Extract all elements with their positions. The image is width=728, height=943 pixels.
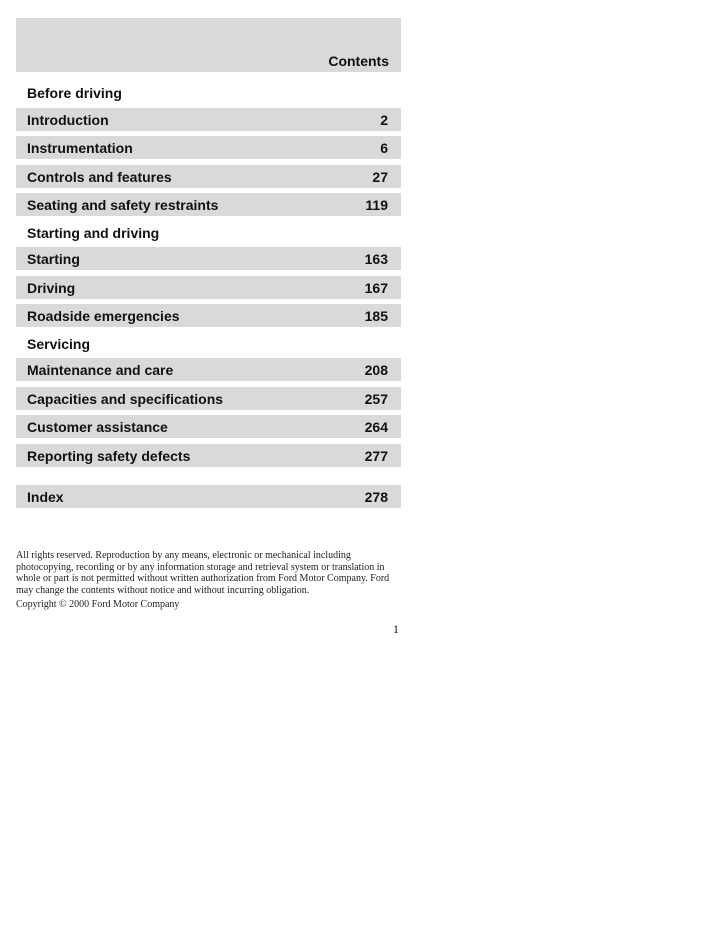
toc-entry-page: 208 — [364, 362, 388, 378]
toc-entry-driving[interactable] — [16, 276, 401, 299]
toc-entry-page: 119 — [365, 197, 388, 213]
toc-entry-seating-and-safety-restraints[interactable] — [16, 193, 401, 216]
toc-entry-index[interactable] — [16, 485, 401, 508]
toc-entry-label: Starting — [27, 251, 80, 267]
toc-entry-label: Capacities and specifications — [27, 391, 224, 407]
copyright-notice: Copyright © 2000 Ford Motor Company — [16, 599, 180, 610]
toc-entry-capacities-and-specifications[interactable] — [16, 387, 401, 410]
toc-entry-page: 264 — [364, 419, 388, 435]
toc-entry-label: Controls and features — [27, 169, 172, 185]
toc-entry-controls-and-features[interactable] — [16, 165, 401, 188]
toc-entry-roadside-emergencies[interactable] — [16, 304, 401, 327]
toc-entry-page: 2 — [380, 112, 388, 128]
toc-entry-page: 167 — [364, 280, 388, 296]
toc-entry-reporting-safety-defects[interactable] — [16, 444, 401, 467]
toc-entry-maintenance-and-care[interactable] — [16, 358, 401, 381]
toc-entry-label: Maintenance and care — [27, 362, 174, 378]
toc-entry-starting[interactable] — [16, 247, 401, 270]
toc-entry-label: Customer assistance — [27, 419, 168, 435]
toc-entry-label: Reporting safety defects — [27, 448, 191, 464]
toc-entry-label: Roadside emergencies — [27, 308, 180, 324]
page-number: 1 — [393, 622, 399, 636]
toc-entry-instrumentation[interactable] — [16, 136, 401, 159]
contents-header-bar — [16, 18, 401, 72]
toc-entry-page: 278 — [364, 489, 388, 505]
section-heading-servicing: Servicing — [27, 336, 91, 352]
contents-title: Contents — [328, 53, 389, 69]
toc-entry-label: Instrumentation — [27, 140, 133, 156]
section-heading-before-driving: Before driving — [27, 85, 122, 101]
toc-entry-label: Index — [27, 489, 64, 505]
toc-entry-label: Seating and safety restraints — [27, 197, 219, 213]
section-heading-starting-and-driving: Starting and driving — [27, 225, 160, 241]
toc-entry-page: 277 — [364, 448, 388, 464]
toc-entry-page: 163 — [364, 251, 388, 267]
toc-entry-label: Introduction — [27, 112, 109, 128]
rights-notice: All rights reserved. Reproduction by any means, electronic or mechanical including photocopying, recording or by any information storage and retrieval system or translation in whole or part is not permitted without written authorization from Ford Motor Company. Ford may change the contents without notice and without incurring obligation. — [16, 550, 390, 596]
toc-entry-introduction[interactable] — [16, 108, 401, 131]
toc-entry-page: 27 — [372, 169, 388, 185]
legal-notice — [16, 550, 406, 611]
toc-entry-page: 185 — [364, 308, 388, 324]
toc-entry-customer-assistance[interactable] — [16, 415, 401, 438]
toc-entry-page: 6 — [380, 140, 388, 156]
toc-entry-label: Driving — [27, 280, 76, 296]
toc-entry-page: 257 — [364, 391, 388, 407]
